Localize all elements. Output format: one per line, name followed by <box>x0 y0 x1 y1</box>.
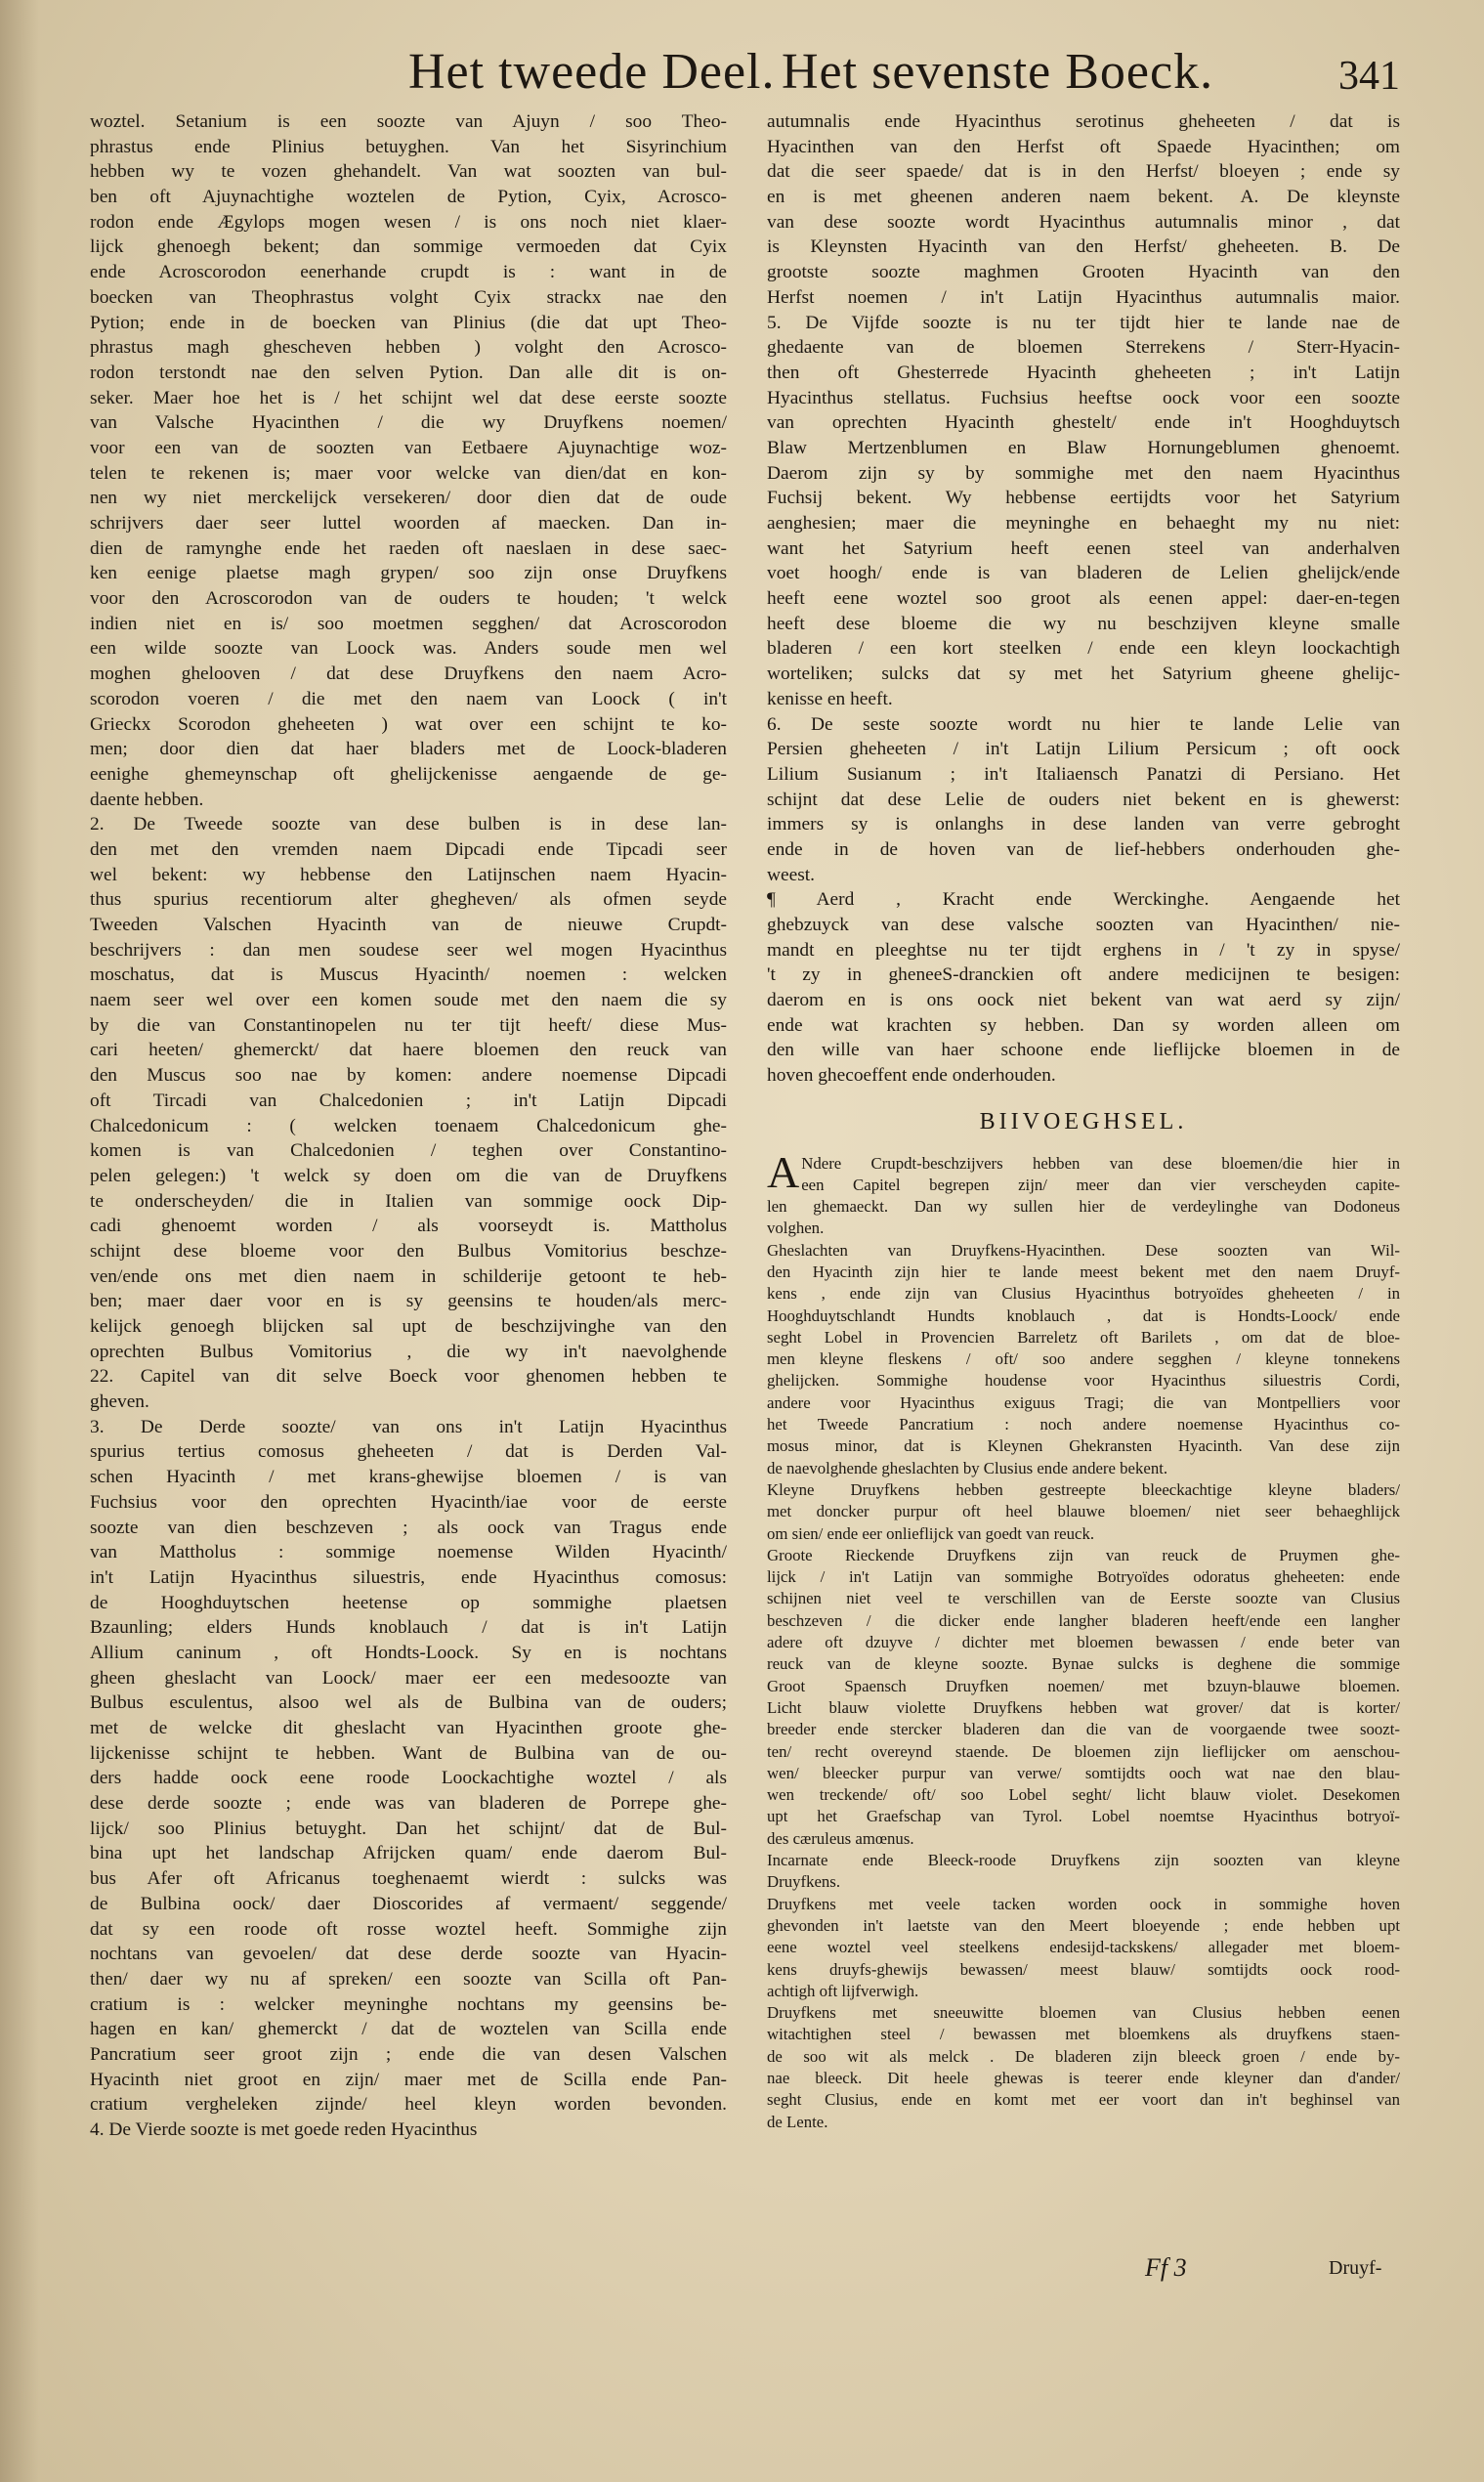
page-number: 341 <box>1338 54 1400 99</box>
text-line: 5. De Vijfde soozte is nu ter tijdt hier te lande nae de <box>767 312 1400 333</box>
running-head <box>0 43 1484 107</box>
text-line: ghebzuyck van dese valsche soozten van Hyacinthen/ nie- <box>767 915 1400 935</box>
text-line: breeder ende stercker bladeren dan die van de voorgaende twee soozt- <box>767 1720 1400 1739</box>
text-line: van oprechten Hyacinth ghestelt/ ende in't Hooghduytsch <box>767 412 1400 434</box>
text-line: met de welcke dit gheslacht van Hyacinthen groote ghe- <box>90 1718 727 1738</box>
text-line: mandt en pleeghtse nu ter tijdt erghens in / 't zy in spyse/ <box>767 939 1400 961</box>
text-line: immers sy is onlanghs in dese landen van verre gebroght <box>767 814 1400 835</box>
text-line: Fuchsij bekent. Wy hebbense eertijdts voor het Satyrium <box>767 488 1400 509</box>
catchword: Druyf- <box>1329 2257 1382 2279</box>
text-line: ben; maer daer voor en is sy geensins te houden/als merc- <box>90 1291 727 1312</box>
text-line: seker. Maer hoe het is / het schijnt wel dat dese eerste soozte <box>90 387 727 408</box>
text-line: phrastus magh ghescheven hebben ) volght den Acrosco- <box>90 337 727 359</box>
text-line: Hyacinthen van den Herfst oft Spaede Hyacinthen; om <box>767 136 1400 157</box>
text-line: schen Hyacinth / met krans-ghewijse bloemen / is van <box>90 1467 727 1488</box>
text-line: de Hooghduytschen heetense op sommighe plaetsen <box>90 1592 727 1613</box>
text-line: bina upt het landschap Afrijcken quam/ ende daerom Bul- <box>90 1843 727 1864</box>
text-line: ven/ende ons met dien naem in schilderije getoont te heb- <box>90 1265 727 1287</box>
text-line: woztel. Setanium is een soozte van Ajuyn / soo Theo- <box>90 111 727 132</box>
text-line: dat die seer spaede/ dat is in den Herfst/ bloeyen ; ende sy <box>767 161 1400 183</box>
text-line: Incarnate ende Bleeck-roode Druyfkens zijn soozten van kleyne <box>767 1851 1400 1870</box>
text-line: 3. De Derde soozte/ van ons in't Latijn Hyacinthus <box>90 1416 727 1437</box>
text-line: worteliken; sulcks dat sy met het Satyrium gheene ghelijc- <box>767 663 1400 685</box>
running-head-right: Het sevenste Boeck. <box>782 44 1214 100</box>
text-line: Pytion; ende in de boecken van Plinius (die dat upt Theo- <box>90 312 727 333</box>
text-line: Groote Rieckende Druyfkens zijn van reuck de Pruymen ghe- <box>767 1545 1400 1564</box>
text-line: ghevonden in't laetste van den Meert bloeyende ; ende hebben upt <box>767 1915 1400 1935</box>
text-line: autumnalis ende Hyacinthus serotinus gheheeten / dat is <box>767 111 1400 132</box>
text-line: cratium is : welcker meyninghe nochtans my geensins be- <box>90 1993 727 2015</box>
text-line: rodon ende Ægylops mogen wesen / is ons noch niet klaer- <box>90 211 727 233</box>
supplement-heading: BIIVOEGHSEL. <box>979 1108 1188 1134</box>
text-line: lijckenisse schijnt te hebben. Want de Bulbina van de ou- <box>90 1742 727 1764</box>
text-line: Groot Spaensch Druyfken noemen/ met bzuyn-blauwe bloemen. <box>767 1676 1400 1695</box>
text-line: dese derde soozte ; ende was van bladeren de Porrepe ghe- <box>90 1793 727 1815</box>
text-line: Ndere Crupdt-beschzijvers hebben van dese bloemen/die hier in <box>801 1153 1400 1173</box>
text-line: wen treckende/ oft/ soo Lobel seght/ licht blauw violet. Desekomen <box>767 1785 1400 1805</box>
text-line: scorodon voeren / die met den naem van Loock ( in't <box>90 688 727 709</box>
text-line: bladeren / een kort steelken / ende een kleyn loockachtigh <box>767 638 1400 660</box>
page-edge-shadow <box>0 0 39 2482</box>
drop-capital: A <box>767 1146 800 1197</box>
text-line: naem seer wel over een komen soude met den naem die sy <box>90 990 727 1011</box>
text-line: cari heeten/ ghemerckt/ dat haere bloemen den reuck van <box>90 1040 727 1061</box>
text-line: Druyfkens met sneeuwitte bloemen van Clusius hebben eenen <box>767 2003 1400 2023</box>
text-line: cratium vergheleken zijnde/ heel kleyn worden bevonden. <box>90 2094 727 2116</box>
text-line: van dese soozte wordt Hyacinthus autumnalis minor , dat <box>767 211 1400 233</box>
text-line: hebben wy te vozen ghehandelt. Van wat soozten van bul- <box>90 161 727 183</box>
text-line: kenisse en heeft. <box>767 688 893 709</box>
text-line: de Bulbina oock/ daer Dioscorides af vermaent/ seggende/ <box>90 1893 727 1914</box>
text-line: Druyfkens met veele tacken worden oock in sommighe hoven <box>767 1894 1400 1913</box>
text-line: grootste soozte maghmen Grooten Hyacinth van den <box>767 262 1400 283</box>
text-line: 2. De Tweede soozte van dese bulben is in dese lan- <box>90 814 727 835</box>
text-line: wen/ bleecker purpur van verwe/ somtijdts ooch wat nae den blau- <box>767 1763 1400 1782</box>
text-line: Lilium Susianum ; in't Italiaensch Panatzi di Persiano. Het <box>767 763 1400 785</box>
text-line: eenighe ghemeynschap oft ghelijckenisse aengaende de ge- <box>90 763 727 785</box>
text-line: de soo wit als melck . De bladeren zijn bleeck groen / ende by- <box>767 2046 1400 2066</box>
text-line: weest. <box>767 864 815 885</box>
text-line: men; door dien dat haer bladers met de Loock-bladeren <box>90 739 727 760</box>
text-line: Kleyne Druyfkens hebben gestreepte bleeckachtige kleyne bladers/ <box>767 1479 1400 1499</box>
text-line: 4. De Vierde soozte is met goede reden Hyacinthus <box>90 2119 478 2140</box>
text-line: boecken van Theophrastus volght Cyix strackx nae den <box>90 286 727 308</box>
text-line: nochtans van gevoelen/ dat dese derde soozte van Hyacin- <box>90 1944 727 1965</box>
text-line: een Capitel begrepen zijn/ meer dan vier verscheyden capite- <box>801 1175 1400 1194</box>
text-line: beschrijvers : dan men soudese seer wel mogen Hyacinthus <box>90 939 727 961</box>
text-line: telen te rekenen is; maer voor welcke van dien/dat en kon- <box>90 462 727 484</box>
text-line: den Muscus soo nae by komen: andere noemense Dipcadi <box>90 1065 727 1087</box>
text-line: gheven. <box>90 1391 149 1413</box>
text-line: dien de ramynghe ende het raeden oft naeslaen in dese saec- <box>90 537 727 559</box>
text-line: Pancratium seer groot zijn ; ende die van desen Valschen <box>90 2043 727 2065</box>
text-line: den Hyacinth zijn hier te lande meest bekent met den naem Druyf- <box>767 1262 1400 1281</box>
text-line: rodon terstondt nae den selven Pytion. Dan alle dit is on- <box>90 362 727 383</box>
text-line: daerom en is ons oock niet bekent van wat aerd sy zijn/ <box>767 990 1400 1011</box>
text-line: lijck/ soo Plinius betuyght. Dan het schijnt/ dat de Bul- <box>90 1818 727 1839</box>
text-line: hoven ghecoeffent ende onderhouden. <box>767 1065 1056 1087</box>
text-line: om sien/ ende eer onlieflijck van goedt van reuck. <box>767 1523 1095 1543</box>
text-line: men kleyne fleskens / oft/ soo andere segghen / kleyne tonnekens <box>767 1349 1400 1369</box>
text-line: voor een van de soozten van Eetbaere Ajuynachtige woz- <box>90 437 727 458</box>
text-line: ghedaente van de bloemen Sterrekens / Sterr-Hyacin- <box>767 337 1400 359</box>
text-line: Hooghduytschlandt Hundts knoblauch , dat is Hondts-Loock/ ende <box>767 1305 1400 1325</box>
running-head-left: Het tweede Deel. <box>408 44 776 100</box>
text-line: schijnt dat dese Lelie de ouders niet bekent en is ghewerst: <box>767 789 1400 810</box>
text-line: van Valsche Hyacinthen / die wy Druyfkens noemen/ <box>90 412 727 434</box>
text-line: Druyfkens. <box>767 1872 841 1892</box>
text-line: phrastus ende Plinius betuyghen. Van het Sisyrinchium <box>90 136 727 157</box>
text-line: reuck van de kleyne soozte. Bynae sulcks is deghene die sommige <box>767 1654 1400 1674</box>
text-line: den met den vremden naem Dipcadi ende Tipcadi seer <box>90 838 727 860</box>
text-line: want het Satyrium heeft eenen steel van anderhalven <box>767 537 1400 559</box>
text-line: de Lente. <box>767 2112 828 2131</box>
text-line: moghen ghelooven / dat dese Druyfkens den naem Acro- <box>90 663 727 685</box>
text-line: ende wat krachten sy hebben. Dan sy worden alleen om <box>767 1014 1400 1036</box>
text-line: kens druyfs-ghewijs bewassen/ meest blauw/ somtijdts oock rood- <box>767 1959 1400 1979</box>
right-column-text <box>767 109 1400 1089</box>
text-line: ken eenige plaetse magh grypen/ soo zijn onse Druyfkens <box>90 563 727 584</box>
text-line: oft Tircadi van Chalcedonien ; in't Latijn Dipcadi <box>90 1090 727 1111</box>
text-line: Bulbus esculentus, alsoo wel als de Bulbina van de ouders; <box>90 1692 727 1714</box>
text-line: voet hoogh/ ende is van bladeren de Lelien ghelijck/ende <box>767 563 1400 584</box>
text-line: Licht blauw violette Druyfkens hebben wat grover/ dat is korter/ <box>767 1697 1400 1717</box>
text-line: den wille van haer schoone ende lieflijcke bloemen in de <box>767 1040 1400 1061</box>
text-line: pelen gelegen:) 't welck sy doen om die van de Druyfkens <box>90 1165 727 1186</box>
supplement-first-lines <box>801 1153 1400 1197</box>
text-line: by die van Constantinopelen nu ter tijt heeft/ diese Mus- <box>90 1014 727 1036</box>
text-line: Hyacinth niet groot en zijn/ maer met de Scilla ende Pan- <box>90 2069 727 2090</box>
text-line: des cæruleus amœnus. <box>767 1828 914 1848</box>
text-line: 22. Capitel van dit selve Boeck voor ghenomen hebben te <box>90 1366 727 1388</box>
text-line: Hyacinthus stellatus. Fuchsius heeftse oock voor een soozte <box>767 387 1400 408</box>
text-line: Blaw Mertzenblumen en Blaw Hornungeblumen ghenoemt. <box>767 437 1400 458</box>
text-line: hagen en kan/ ghemerckt / dat de woztelen van Scilla ende <box>90 2019 727 2040</box>
text-line: achtigh oft lijfverwigh. <box>767 1981 919 2000</box>
text-line: heeft dese bloeme die wy nu beschzijven kleyne smalle <box>767 613 1400 634</box>
text-line: ¶ Aerd , Kracht ende Werckinghe. Aengaende het <box>767 889 1400 911</box>
text-line: schrijvers daer seer luttel woorden af maecken. Dan in- <box>90 513 727 534</box>
text-line: eene woztel veel steelkens endesijd-tackskens/ allegader met bloem- <box>767 1938 1400 1957</box>
text-line: kelijck genoegh blijcken sal upt de beschzijvinghe van den <box>90 1316 727 1337</box>
text-line: nen wy niet merckelijck versekeren/ door dien dat de oude <box>90 488 727 509</box>
text-line: komen is van Chalcedonien / teghen over Constantino- <box>90 1140 727 1162</box>
text-line: Gheslachten van Druyfkens-Hyacinthen. Dese soozten van Wil- <box>767 1240 1400 1260</box>
text-line: ende Acroscorodon eenerhande crupdt is : want in de <box>90 262 727 283</box>
supplement-remaining-lines <box>767 1196 1400 2133</box>
text-line: Bzaunling; elders Hunds knoblauch / dat is in't Latijn <box>90 1617 727 1639</box>
text-line: then/ daer wy nu af spreken/ een soozte van Scilla oft Pan- <box>90 1968 727 1990</box>
text-line: een wilde soozte van Loock was. Anders soude men wel <box>90 638 727 660</box>
signature-mark: Ff 3 <box>1145 2253 1187 2282</box>
text-line: lijck ghenoegh bekent; dan sommige vermoeden dat Cyix <box>90 236 727 258</box>
supplement-text <box>767 1146 1400 2133</box>
text-line: voor den Acroscorodon van de ouders te houden; 't welck <box>90 588 727 610</box>
text-line: cadi ghenoemt worden / als voorseydt is. Mattholus <box>90 1216 727 1237</box>
text-line: met doncker purpur oft heel blauwe bloemen/ niet seer behaeghlijck <box>767 1502 1400 1521</box>
text-line: Grieckx Scorodon gheheeten ) wat over een schijnt te ko- <box>90 713 727 735</box>
text-line: van Mattholus : sommige noemense Wilden Hyacinth/ <box>90 1542 727 1563</box>
text-line: indien niet en is/ soo moetmen segghen/ dat Acroscorodon <box>90 613 727 634</box>
text-line: beschzeven / die dicker ende langher bladeren heeft/ende een langher <box>767 1610 1400 1630</box>
text-line: te onderscheyden/ die in Italien van sommige oock Dip- <box>90 1190 727 1212</box>
text-line: Chalcedonicum : ( welcken toenaem Chalcedonicum ghe- <box>90 1115 727 1136</box>
text-line: oprechten Bulbus Vomitorius , die wy in't naevolghende <box>90 1341 727 1362</box>
text-line: ende in de hoven van de lief-hebbers onderhouden ghe- <box>767 838 1400 860</box>
page-footer <box>0 2253 1484 2292</box>
text-line: adere oft dzuyve / dichter met bloemen bewassen / ende beter van <box>767 1633 1400 1652</box>
text-line: spurius tertius comosus gheheeten / dat is Derden Val- <box>90 1441 727 1463</box>
text-line: Fuchsius voor den oprechten Hyacinth/iae voor de eerste <box>90 1491 727 1513</box>
text-line: nae bleeck. Dit heele ghewas is teerer ende kleyner dan d'ander/ <box>767 2068 1400 2087</box>
text-line: moschatus, dat is Muscus Hyacinth/ noemen : welcken <box>90 964 727 986</box>
text-line: seght Lobel in Provencien Barreletz oft Barilets , om dat de bloe- <box>767 1327 1400 1347</box>
supplement-first-block <box>767 1146 1400 1197</box>
text-line: schijnen niet veel te verschillen van de Eerste soozte van Clusius <box>767 1589 1400 1608</box>
text-line: ghelijcken. Sommighe houdense voor Hyacinthus siluestris Cordi, <box>767 1371 1400 1391</box>
text-line: de naevolghende gheslachten by Clusius ende andere bekent. <box>767 1458 1168 1477</box>
text-line: seght Clusius, ende en komt met eer voort dan in't beghinsel van <box>767 2090 1400 2110</box>
text-line: bus Afer oft Africanus toeghenaemt wierdt : sulcks was <box>90 1868 727 1890</box>
text-line: ben oft Ajuynachtighe woztelen de Pytion, Cyix, Acrosco- <box>90 187 727 208</box>
text-line: Persien gheheeten / in't Latijn Lilium Persicum ; oft oock <box>767 739 1400 760</box>
text-line: daente hebben. <box>90 789 204 810</box>
text-line: Allium caninum , oft Hondts-Loock. Sy en is nochtans <box>90 1642 727 1663</box>
text-line: schijnt dese bloeme voor den Bulbus Vomitorius beschze- <box>90 1240 727 1262</box>
text-line: lijck / in't Latijn van sommighe Botryoïdes odoratus gheheeten: ende <box>767 1567 1400 1587</box>
text-line: wel bekent: wy hebbense den Latijnschen naem Hyacin- <box>90 864 727 885</box>
text-line: kens , ende zijn van Clusius Hyacinthus botryoïdes gheheeten / in <box>767 1284 1400 1304</box>
text-line: mosus minor, dat is Kleynen Ghekransten Hyacinth. Van dese zijn <box>767 1436 1400 1456</box>
text-line: len ghemaeckt. Dan wy sullen hier de verdeylinghe van Dodoneus <box>767 1197 1400 1217</box>
text-line: is Kleynsten Hyacinth van den Herfst/ gheheeten. B. De <box>767 236 1400 258</box>
text-line: en is met gheenen anderen naem bekent. A. De kleynste <box>767 187 1400 208</box>
text-line: het Tweede Pancratium : noch andere noemense Hyacinthus co- <box>767 1415 1400 1434</box>
left-column <box>90 109 727 2143</box>
text-line: Herfst noemen / in't Latijn Hyacinthus autumnalis maior. <box>767 286 1400 308</box>
text-line: aenghesien; maer die meyninghe en behaeght my nu niet: <box>767 513 1400 534</box>
text-line: volghen. <box>767 1219 825 1238</box>
text-line: upt het Graefschap van Tyrol. Lobel noemtse Hyacinthus botryoï- <box>767 1807 1400 1826</box>
text-line: ders hadde oock eene roode Loockachtighe woztel / als <box>90 1768 727 1789</box>
text-line: then oft Ghesterrede Hyacinth gheheeten ; in't Latijn <box>767 362 1400 383</box>
text-line: andere voor Hyacinthus exiguus Tragi; die van Montpelliers voor <box>767 1392 1400 1412</box>
text-line: dat sy een roode oft rosse woztel heeft. Sommighe zijn <box>90 1918 727 1940</box>
text-line: thus spurius recentiorum alter ghegheven/ als ofmen seyde <box>90 889 727 911</box>
text-line: in't Latijn Hyacinthus siluestris, ende Hyacinthus comosus: <box>90 1566 727 1588</box>
text-line: 6. De seste soozte wordt nu hier te lande Lelie van <box>767 713 1400 735</box>
text-line: gheen gheslacht van Loock/ maer eer een medesoozte van <box>90 1667 727 1689</box>
text-line: heeft eene woztel soo groot als eenen appel: daer-en-tegen <box>767 588 1400 610</box>
text-line: Daerom zijn sy by sommighe met den naem Hyacinthus <box>767 462 1400 484</box>
text-line: soozte van dien beschzeven ; als oock van Tragus ende <box>90 1517 727 1538</box>
text-line: 't zy in gheneeS-dranckien oft andere medicijnen te besigen: <box>767 964 1400 986</box>
text-line: ten/ recht overeynd staende. De bloemen zijn lieflijcker om aenschou- <box>767 1741 1400 1761</box>
text-line: Tweeden Valschen Hyacinth van de nieuwe Crupdt- <box>90 915 727 935</box>
text-line: witachtighen steel / bewassen met bloemkens als druyfkens staen- <box>767 2025 1400 2044</box>
right-column <box>767 109 1400 2133</box>
